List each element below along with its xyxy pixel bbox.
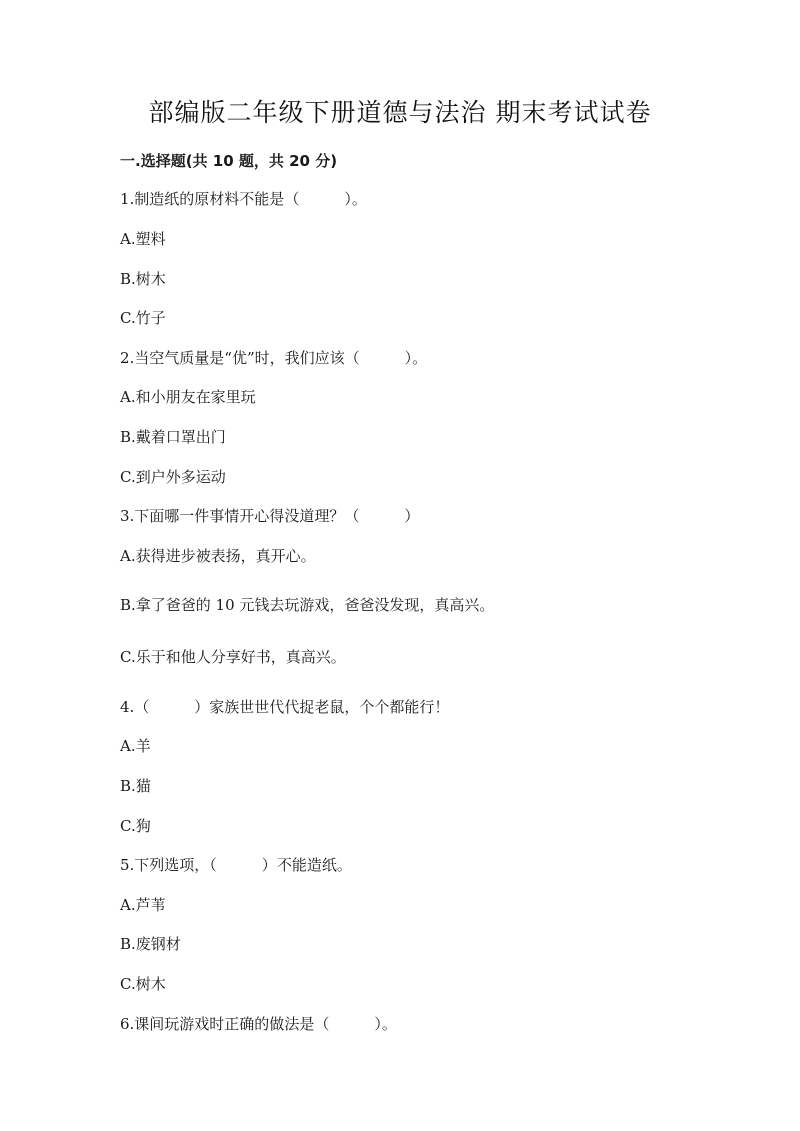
question-1-option-c: C.竹子 xyxy=(120,309,166,327)
question-3-option-b: B.拿了爸爸的 10 元钱去玩游戏，爸爸没发现，真高兴。 xyxy=(120,596,495,614)
question-1-option-a: A.塑料 xyxy=(120,230,166,248)
question-5-option-b: B.废钢材 xyxy=(120,935,181,953)
question-5-option-c: C.树木 xyxy=(120,975,166,993)
section-heading: 一.选择题(共 10 题，共 20 分) xyxy=(120,152,338,170)
question-1-option-b: B.树木 xyxy=(120,270,166,288)
question-3-stem: 3.下面哪一件事情开心得没道理？（ ） xyxy=(120,507,420,525)
question-2-option-b: B.戴着口罩出门 xyxy=(120,428,226,446)
question-2-option-c: C.到户外多运动 xyxy=(120,468,226,486)
question-4-option-c: C.狗 xyxy=(120,817,151,835)
question-4-option-b: B.猫 xyxy=(120,777,151,795)
question-3-option-c: C.乐于和他人分享好书，真高兴。 xyxy=(120,648,346,666)
question-2-stem: 2.当空气质量是“优”时，我们应该（ ）。 xyxy=(120,349,428,367)
question-3-option-a: A.获得进步被表扬，真开心。 xyxy=(120,547,316,565)
question-5-option-a: A.芦苇 xyxy=(120,896,166,914)
question-6-stem: 6.课间玩游戏时正确的做法是（ ）。 xyxy=(120,1015,397,1033)
question-1-stem: 1.制造纸的原材料不能是（ ）。 xyxy=(120,190,367,208)
question-5-stem: 5.下列选项，（ ）不能造纸。 xyxy=(120,856,352,874)
document-title: 部编版二年级下册道德与法治 期末考试试卷 xyxy=(148,98,652,127)
question-4-option-a: A.羊 xyxy=(120,737,151,755)
question-4-stem: 4.（ ）家族世世代代捉老鼠，个个都能行！ xyxy=(120,698,450,716)
question-2-option-a: A.和小朋友在家里玩 xyxy=(120,388,256,406)
